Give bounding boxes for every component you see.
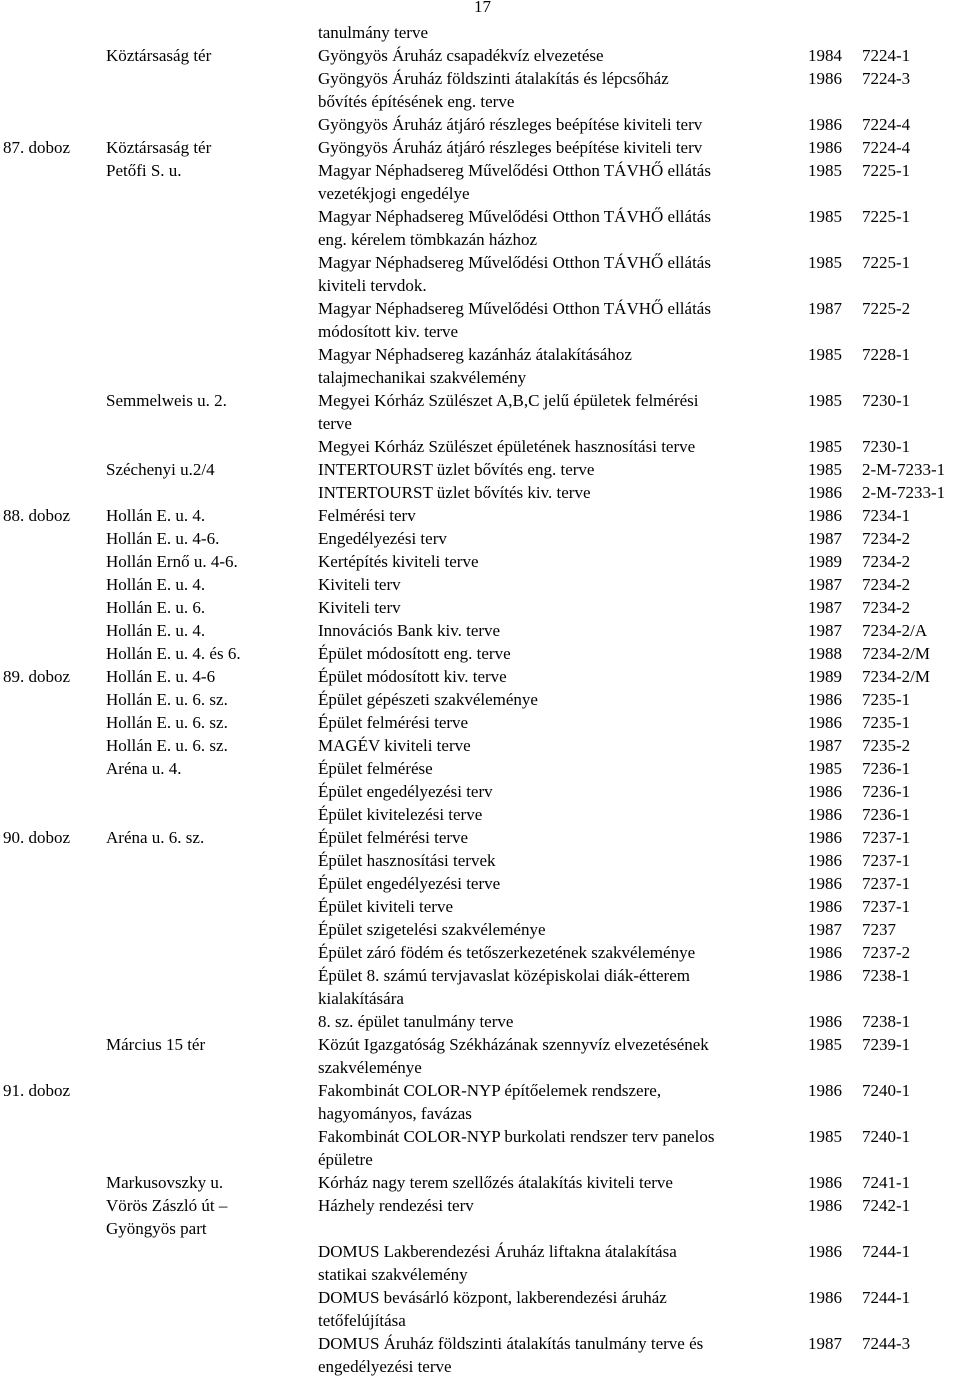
list-item [0, 136, 960, 159]
list-item-line [0, 1056, 960, 1079]
list-item [0, 1171, 960, 1194]
description-cell: 8. sz. épület tanulmány terve [318, 1012, 514, 1031]
list-item-line [0, 251, 960, 274]
list-item [0, 1033, 960, 1079]
list-item [0, 803, 960, 826]
year-cell: 1986 [808, 805, 842, 824]
list-item [0, 757, 960, 780]
description-cell: Megyei Kórház Szülészet A,B,C jelű épületek felmérési [318, 391, 699, 410]
location-cell: Hollán E. u. 6. sz. [106, 713, 228, 732]
description-cell: Épület záró födém és tetőszerkezetének szakvéleménye [318, 943, 696, 962]
list-item-line [0, 642, 960, 665]
list-item [0, 780, 960, 803]
year-cell: 1985 [808, 345, 842, 364]
description-cell: vezetékjogi engedélye [318, 184, 470, 203]
location-cell: Köztársaság tér [106, 46, 212, 65]
description-cell: tetőfelújítása [318, 1311, 406, 1330]
code-cell: 7236-1 [862, 782, 911, 801]
description-cell: Épület hasznosítási tervek [318, 851, 496, 870]
description-cell: Épület felmérési terve [318, 713, 469, 732]
description-cell: szakvéleménye [318, 1058, 422, 1077]
list-item [0, 159, 960, 205]
year-cell: 1986 [808, 851, 842, 870]
list-item-line [0, 274, 960, 297]
year-cell: 1986 [808, 1288, 842, 1307]
code-cell: 2-M-7233-1 [862, 460, 946, 479]
description-cell: Kiviteli terv [318, 598, 401, 617]
code-cell: 7237-1 [862, 851, 911, 870]
description-cell: Épület felmérési terve [318, 828, 469, 847]
description-cell: Épület 8. számú tervjavaslat középiskolai diák-étterem [318, 966, 690, 985]
description-cell: Épület gépészeti szakvéleménye [318, 690, 538, 709]
description-cell: Épület engedélyezési terv [318, 782, 493, 801]
code-cell: 7225-2 [862, 299, 911, 318]
code-cell: 7242-1 [862, 1196, 911, 1215]
year-cell: 1987 [808, 621, 842, 640]
location-cell: Köztársaság tér [106, 138, 212, 157]
location-cell: Markusovszky u. [106, 1173, 224, 1192]
list-item-line [0, 665, 960, 688]
list-item [0, 251, 960, 297]
list-item-line [0, 826, 960, 849]
list-item-line [0, 1079, 960, 1102]
location-cell: Hollán E. u. 6. sz. [106, 736, 228, 755]
description-cell: módosított kiv. terve [318, 322, 459, 341]
list-item [0, 941, 960, 964]
list-item-line [0, 941, 960, 964]
code-cell: 7238-1 [862, 966, 911, 985]
year-cell: 1986 [808, 1173, 842, 1192]
year-cell: 1986 [808, 1242, 842, 1261]
code-cell: 7234-2 [862, 598, 911, 617]
code-cell: 7240-1 [862, 1081, 911, 1100]
list-item [0, 550, 960, 573]
list-item [0, 435, 960, 458]
description-cell: MAGÉV kiviteli terve [318, 736, 471, 755]
year-cell: 1986 [808, 782, 842, 801]
location-cell: Aréna u. 4. [106, 759, 182, 778]
list-item-line [0, 688, 960, 711]
list-item [0, 389, 960, 435]
description-cell: Fakombinát COLOR-NYP burkolati rendszer terv panelos [318, 1127, 715, 1146]
year-cell: 1987 [808, 920, 842, 939]
list-item-line [0, 895, 960, 918]
list-item-line [0, 297, 960, 320]
list-item [0, 688, 960, 711]
description-cell: bővítés építésének eng. terve [318, 92, 515, 111]
list-item [0, 895, 960, 918]
year-cell: 1986 [808, 1196, 842, 1215]
list-item-line [0, 389, 960, 412]
description-cell: Felmérési terv [318, 506, 416, 525]
year-cell: 1986 [808, 506, 842, 525]
location-cell: Hollán E. u. 4. [106, 506, 206, 525]
list-item [0, 964, 960, 1010]
code-cell: 7237-1 [862, 828, 911, 847]
list-item [0, 1079, 960, 1125]
code-cell: 7244-3 [862, 1334, 911, 1353]
code-cell: 7236-1 [862, 805, 911, 824]
list-item-line [0, 182, 960, 205]
list-item [0, 21, 960, 44]
code-cell: 7225-1 [862, 253, 911, 272]
list-item-line [0, 1240, 960, 1263]
list-item-line [0, 849, 960, 872]
list-item [0, 1125, 960, 1171]
year-cell: 1986 [808, 115, 842, 134]
location-cell: Hollán Ernő u. 4-6. [106, 552, 238, 571]
box-label: 88. doboz [3, 506, 71, 525]
description-cell: Kórház nagy terem szellőzés átalakítás kiviteli terve [318, 1173, 673, 1192]
year-cell: 1986 [808, 897, 842, 916]
description-cell: Épület engedélyezési terve [318, 874, 501, 893]
year-cell: 1989 [808, 552, 842, 571]
description-cell: Épület módosított eng. terve [318, 644, 511, 663]
year-cell: 1985 [808, 1127, 842, 1146]
year-cell: 1987 [808, 1334, 842, 1353]
code-cell: 7234-1 [862, 506, 911, 525]
code-cell: 7225-1 [862, 161, 911, 180]
box-label: 91. doboz [3, 1081, 71, 1100]
list-item-line [0, 780, 960, 803]
list-item [0, 44, 960, 67]
year-cell: 1986 [808, 69, 842, 88]
location-cell: Semmelweis u. 2. [106, 391, 227, 410]
list-item-line [0, 803, 960, 826]
year-cell: 1986 [808, 828, 842, 847]
list-item-line [0, 1286, 960, 1309]
list-item [0, 642, 960, 665]
box-label: 89. doboz [3, 667, 71, 686]
list-item-line [0, 1309, 960, 1332]
description-cell: Épület kiviteli terve [318, 897, 454, 916]
list-item-line [0, 67, 960, 90]
description-cell: Épület kivitelezési terve [318, 805, 483, 824]
description-cell: kiviteli tervdok. [318, 276, 427, 295]
list-item-line [0, 1194, 960, 1217]
location-cell: Aréna u. 6. sz. [106, 828, 205, 847]
list-item-line [0, 734, 960, 757]
list-item-line [0, 596, 960, 619]
list-item-line [0, 412, 960, 435]
description-cell: Magyar Néphadsereg Művelődési Otthon TÁVHŐ ellátás [318, 253, 711, 272]
location-cell: Hollán E. u. 6. [106, 598, 206, 617]
code-cell: 7224-1 [862, 46, 911, 65]
list-item-line [0, 366, 960, 389]
list-item-line [0, 1332, 960, 1355]
list-item-line [0, 711, 960, 734]
list-item-line [0, 113, 960, 136]
archive-list [0, 21, 960, 1378]
description-cell: Magyar Néphadsereg Művelődési Otthon TÁVHŐ ellátás [318, 161, 711, 180]
code-cell: 7240-1 [862, 1127, 911, 1146]
list-item [0, 297, 960, 343]
code-cell: 7237 [862, 920, 896, 939]
list-item-line [0, 90, 960, 113]
description-cell: Magyar Néphadsereg Művelődési Otthon TÁVHŐ ellátás [318, 299, 711, 318]
list-item-line [0, 527, 960, 550]
list-item-line [0, 458, 960, 481]
code-cell: 7236-1 [862, 759, 911, 778]
year-cell: 1985 [808, 207, 842, 226]
description-cell: Gyöngyös Áruház csapadékvíz elvezetése [318, 46, 604, 65]
list-item-line [0, 136, 960, 159]
list-item-line [0, 21, 960, 44]
description-cell: Épület felmérése [318, 759, 433, 778]
description-cell: terve [318, 414, 352, 433]
list-item-line [0, 343, 960, 366]
description-cell: Közút Igazgatóság Székházának szennyvíz elvezetésének [318, 1035, 709, 1054]
description-cell: Gyöngyös Áruház földszinti átalakítás és lépcsőház [318, 69, 669, 88]
description-cell: hagyományos, favázas [318, 1104, 472, 1123]
code-cell: 7237-1 [862, 897, 911, 916]
year-cell: 1986 [808, 966, 842, 985]
list-item [0, 527, 960, 550]
year-cell: 1985 [808, 253, 842, 272]
list-item-line [0, 1102, 960, 1125]
description-cell: eng. kérelem tömbkazán házhoz [318, 230, 538, 249]
code-cell: 7241-1 [862, 1173, 911, 1192]
list-item-line [0, 987, 960, 1010]
code-cell: 7230-1 [862, 437, 911, 456]
list-item-line [0, 964, 960, 987]
description-cell: Fakombinát COLOR-NYP építőelemek rendszere, [318, 1081, 662, 1100]
list-item [0, 343, 960, 389]
list-item [0, 573, 960, 596]
location-cell: Hollán E. u. 4-6 [106, 667, 216, 686]
code-cell: 7234-2/A [862, 621, 928, 640]
list-item [0, 1010, 960, 1033]
code-cell: 7228-1 [862, 345, 911, 364]
list-item [0, 849, 960, 872]
year-cell: 1986 [808, 943, 842, 962]
list-item [0, 918, 960, 941]
list-item-line [0, 1263, 960, 1286]
list-item-line [0, 481, 960, 504]
description-cell: Engedélyezési terv [318, 529, 447, 548]
list-item [0, 1240, 960, 1286]
list-item-line [0, 435, 960, 458]
year-cell: 1986 [808, 713, 842, 732]
description-cell: DOMUS Áruház földszinti átalakítás tanulmány terve és [318, 1334, 704, 1353]
year-cell: 1986 [808, 138, 842, 157]
code-cell: 7234-2 [862, 529, 911, 548]
list-item-line [0, 1148, 960, 1171]
list-item [0, 665, 960, 688]
list-item [0, 504, 960, 527]
code-cell: 7237-2 [862, 943, 911, 962]
location-cell: Vörös Zászló út – [106, 1196, 228, 1215]
year-cell: 1987 [808, 736, 842, 755]
location-cell: Széchenyi u.2/4 [106, 460, 215, 479]
list-item-line [0, 619, 960, 642]
description-cell: Innovációs Bank kiv. terve [318, 621, 501, 640]
description-cell: talajmechanikai szakvélemény [318, 368, 527, 387]
list-item [0, 711, 960, 734]
list-item [0, 872, 960, 895]
box-label: 90. doboz [3, 828, 71, 847]
year-cell: 1986 [808, 1012, 842, 1031]
list-item-line [0, 1171, 960, 1194]
location-cell: Március 15 tér [106, 1035, 206, 1054]
year-cell: 1985 [808, 759, 842, 778]
year-cell: 1986 [808, 874, 842, 893]
location-cell: Gyöngyös part [106, 1219, 207, 1238]
year-cell: 1984 [808, 46, 842, 65]
description-cell: épületre [318, 1150, 373, 1169]
list-item [0, 1332, 960, 1378]
list-item-line [0, 550, 960, 573]
list-item [0, 1194, 960, 1240]
year-cell: 1989 [808, 667, 842, 686]
year-cell: 1985 [808, 1035, 842, 1054]
code-cell: 7235-2 [862, 736, 911, 755]
list-item-line [0, 44, 960, 67]
year-cell: 1987 [808, 598, 842, 617]
code-cell: 7235-1 [862, 713, 911, 732]
code-cell: 7239-1 [862, 1035, 911, 1054]
list-item-line [0, 320, 960, 343]
list-item-line [0, 872, 960, 895]
location-cell: Hollán E. u. 4. [106, 575, 206, 594]
code-cell: 7237-1 [862, 874, 911, 893]
description-cell: engedélyezési terve [318, 1357, 452, 1376]
code-cell: 7235-1 [862, 690, 911, 709]
code-cell: 7224-4 [862, 115, 911, 134]
year-cell: 1985 [808, 161, 842, 180]
year-cell: 1987 [808, 529, 842, 548]
list-item-line [0, 504, 960, 527]
list-item-line [0, 918, 960, 941]
description-cell: Magyar Néphadsereg Művelődési Otthon TÁVHŐ ellátás [318, 207, 711, 226]
description-cell: Megyei Kórház Szülészet épületének hasznosítási terve [318, 437, 696, 456]
list-item [0, 596, 960, 619]
code-cell: 7224-4 [862, 138, 911, 157]
code-cell: 7234-2/M [862, 667, 930, 686]
year-cell: 1986 [808, 1081, 842, 1100]
year-cell: 1985 [808, 460, 842, 479]
list-item-line [0, 228, 960, 251]
list-item [0, 67, 960, 113]
description-cell: DOMUS bevásárló központ, lakberendezési áruház [318, 1288, 667, 1307]
description-cell: statikai szakvélemény [318, 1265, 468, 1284]
list-item-line [0, 1010, 960, 1033]
description-cell: Gyöngyös Áruház átjáró részleges beépítése kiviteli terv [318, 138, 703, 157]
description-cell: kialakítására [318, 989, 404, 1008]
code-cell: 7238-1 [862, 1012, 911, 1031]
code-cell: 7224-3 [862, 69, 911, 88]
code-cell: 2-M-7233-1 [862, 483, 946, 502]
location-cell: Hollán E. u. 4-6. [106, 529, 220, 548]
description-cell: INTERTOURST üzlet bővítés eng. terve [318, 460, 595, 479]
list-item [0, 205, 960, 251]
code-cell: 7234-2 [862, 552, 911, 571]
list-item-line [0, 573, 960, 596]
year-cell: 1986 [808, 690, 842, 709]
code-cell: 7234-2 [862, 575, 911, 594]
list-item [0, 113, 960, 136]
list-item-line [0, 1033, 960, 1056]
year-cell: 1985 [808, 391, 842, 410]
location-cell: Hollán E. u. 4. [106, 621, 206, 640]
year-cell: 1987 [808, 299, 842, 318]
list-item-line [0, 159, 960, 182]
description-cell: Házhely rendezési terv [318, 1196, 474, 1215]
list-item [0, 481, 960, 504]
box-label: 87. doboz [3, 138, 71, 157]
description-cell: Kiviteli terv [318, 575, 401, 594]
code-cell: 7234-2/M [862, 644, 930, 663]
list-item-line [0, 757, 960, 780]
year-cell: 1987 [808, 575, 842, 594]
list-item [0, 1286, 960, 1332]
year-cell: 1988 [808, 644, 842, 663]
description-cell: tanulmány terve [318, 23, 428, 42]
page-number: 17 [474, 0, 491, 16]
description-cell: Kertépítés kiviteli terve [318, 552, 479, 571]
year-cell: 1986 [808, 483, 842, 502]
code-cell: 7244-1 [862, 1242, 911, 1261]
list-item-line [0, 205, 960, 228]
location-cell: Petőfi S. u. [106, 161, 182, 180]
list-item-line [0, 1217, 960, 1240]
location-cell: Hollán E. u. 4. és 6. [106, 644, 241, 663]
description-cell: Magyar Néphadsereg kazánház átalakításához [318, 345, 632, 364]
code-cell: 7225-1 [862, 207, 911, 226]
description-cell: Épület módosított kiv. terve [318, 667, 507, 686]
description-cell: Gyöngyös Áruház átjáró részleges beépítése kiviteli terv [318, 115, 703, 134]
code-cell: 7244-1 [862, 1288, 911, 1307]
list-item [0, 458, 960, 481]
location-cell: Hollán E. u. 6. sz. [106, 690, 228, 709]
description-cell: DOMUS Lakberendezési Áruház liftakna átalakítása [318, 1242, 677, 1261]
list-item [0, 826, 960, 849]
description-cell: INTERTOURST üzlet bővítés kiv. terve [318, 483, 591, 502]
list-item [0, 619, 960, 642]
year-cell: 1985 [808, 437, 842, 456]
list-item-line [0, 1125, 960, 1148]
code-cell: 7230-1 [862, 391, 911, 410]
description-cell: Épület szigetelési szakvéleménye [318, 920, 546, 939]
list-item [0, 734, 960, 757]
